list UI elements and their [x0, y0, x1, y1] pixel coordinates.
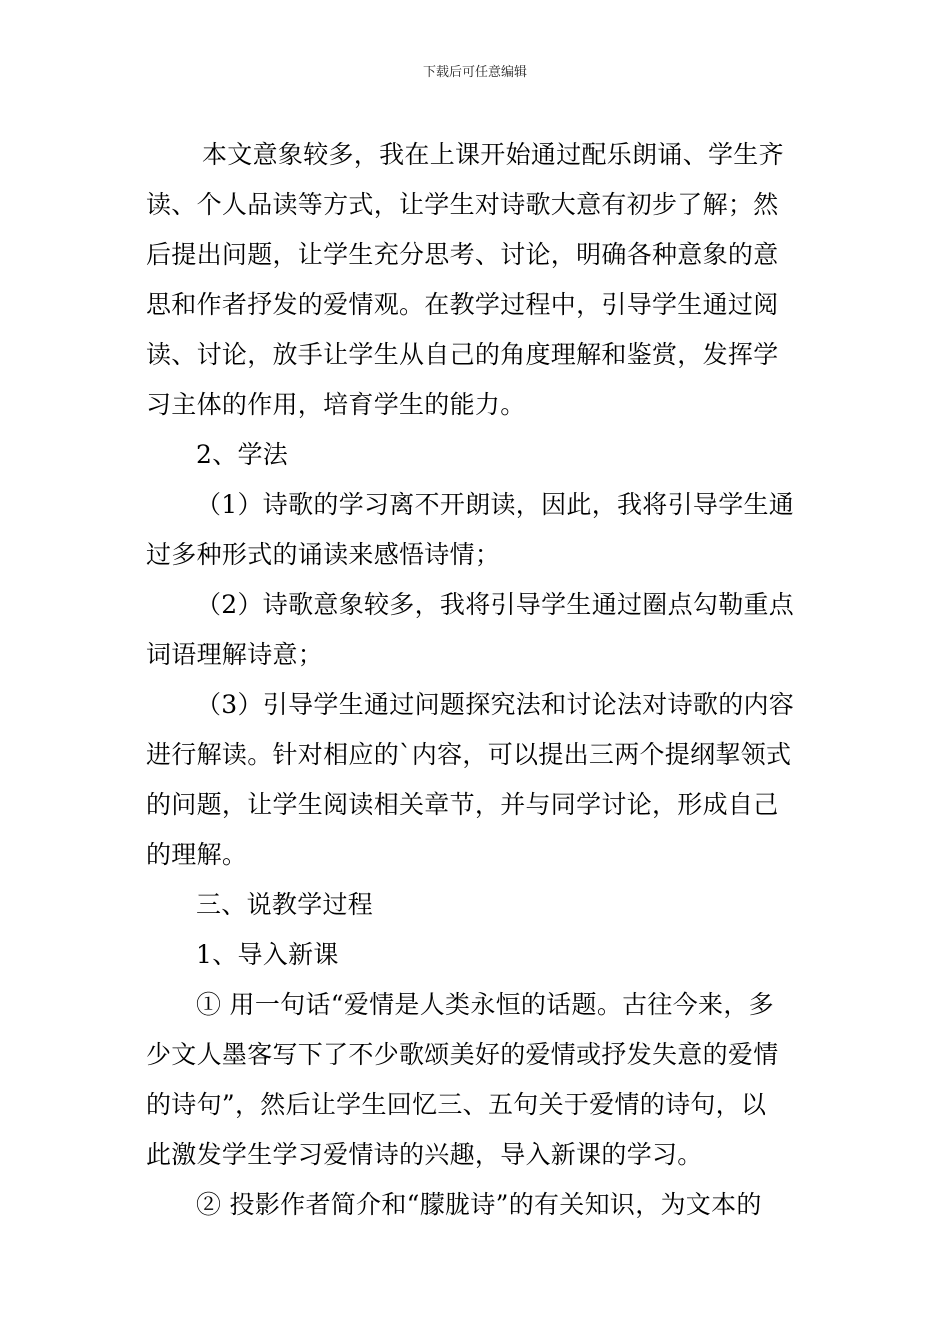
paragraph-line: 的诗句”，然后让学生回忆三、五句关于爱情的诗句，以: [146, 1090, 767, 1119]
list-item-line: 的理解。: [146, 840, 248, 869]
page-header: 下载后可任意编辑: [422, 65, 527, 80]
paragraph-line: ① 用一句话“爱情是人类永恒的话题。古往今来，多: [196, 990, 774, 1019]
paragraph-line: 思和作者抒发的爱情观。在教学过程中，引导学生通过阅: [146, 290, 779, 319]
paragraph-line: 此激发学生学习爱情诗的兴趣，导入新课的学习。: [146, 1140, 703, 1169]
paragraph-line: 少文人墨客写下了不少歌颂美好的爱情或抒发失意的爱情: [146, 1040, 779, 1069]
list-item-line: 词语理解诗意；: [146, 640, 324, 669]
paragraph-line: 习主体的作用，培育学生的能力。: [146, 390, 526, 419]
list-item-line: 过多种形式的诵读来感悟诗情；: [146, 540, 501, 569]
section-heading: 2、学法: [196, 440, 289, 469]
document-body: [146, 130, 810, 1230]
section-heading: 三、说教学过程: [196, 890, 374, 919]
list-item-line: （3）引导学生通过问题探究法和讨论法对诗歌的内容: [196, 690, 795, 719]
subsection-heading: 1、导入新课: [196, 940, 339, 969]
list-item-line: 的问题，让学生阅读相关章节，并与同学讨论，形成自己: [146, 790, 779, 819]
paragraph-line: 本文意象较多，我在上课开始通过配乐朗诵、学生齐: [202, 140, 784, 169]
list-item-line: （1）诗歌的学习离不开朗读，因此，我将引导学生通: [196, 490, 795, 519]
list-item-line: （2）诗歌意象较多，我将引导学生通过圈点勾勒重点: [196, 590, 795, 619]
paragraph-line: ② 投影作者简介和“朦胧诗”的有关知识，为文本的: [196, 1190, 762, 1219]
paragraph-line: 读、个人品读等方式，让学生对诗歌大意有初步了解；然: [146, 190, 779, 219]
paragraph-line: 后提出问题，让学生充分思考、讨论，明确各种意象的意: [146, 240, 779, 269]
list-item-line: 进行解读。针对相应的`内容，可以提出三两个提纲挈领式: [146, 740, 792, 769]
paragraph-line: 读、讨论，放手让学生从自己的角度理解和鉴赏，发挥学: [146, 340, 779, 369]
